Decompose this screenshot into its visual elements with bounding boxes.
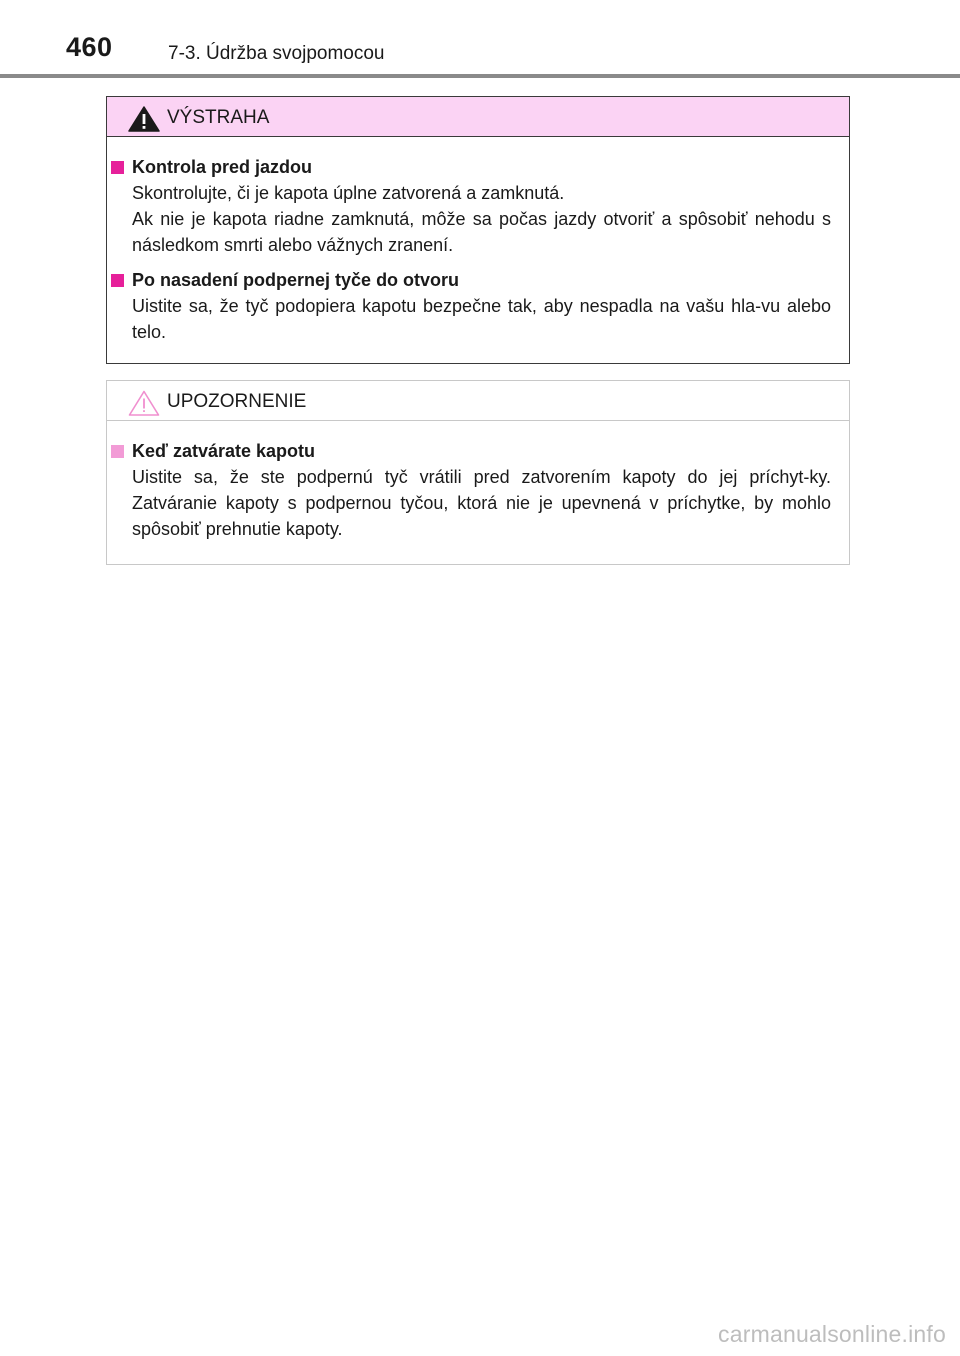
section-title: 7-3. Údržba svojpomocou	[168, 43, 385, 64]
warning-item-heading	[111, 154, 831, 180]
caution-item	[111, 438, 831, 542]
warning-item-paragraph: Skontrolujte, či je kapota úplne zatvorená a zamknutá.	[132, 183, 565, 203]
square-bullet-icon	[111, 445, 124, 458]
warning-item-heading-text: Kontrola pred jazdou	[132, 157, 312, 177]
page-number: 460	[66, 32, 113, 62]
warning-item	[111, 154, 831, 258]
watermark-text: carmanualsonline.info	[718, 1321, 946, 1347]
caution-item-text	[132, 464, 831, 542]
caution-item-paragraph: Uistite sa, že ste podpernú tyč vrátili pred zatvorením kapoty do jej príchyt-ky. Zatváranie kapoty s podpernou tyčou, ktorá nie je upevnená v príchytke, by mohlo spôsobiť prehnutie kapoty.	[132, 467, 831, 539]
warning-item-paragraph: Uistite sa, že tyč podopiera kapotu bezpečne tak, aby nespadla na vašu hla-vu alebo telo.	[132, 296, 831, 342]
caution-box-body	[107, 421, 849, 542]
warning-item-text	[132, 180, 831, 258]
warning-item	[111, 267, 831, 345]
caution-box	[106, 380, 850, 565]
warning-item-heading	[111, 267, 831, 293]
header-rule	[0, 74, 960, 78]
caution-box-header	[107, 381, 849, 421]
warning-label: VÝSTRAHA	[167, 107, 270, 128]
warning-item-paragraph: Ak nie je kapota riadne zamknutá, môže sa počas jazdy otvoriť a spôsobiť nehodu s následkom smrti alebo vážnych zranení.	[132, 209, 831, 255]
caution-item-heading	[111, 438, 831, 464]
warning-item-text	[132, 293, 831, 345]
warning-box	[106, 96, 850, 364]
warning-triangle-outline-icon	[127, 389, 161, 417]
square-bullet-icon	[111, 161, 124, 174]
warning-triangle-filled-icon	[127, 105, 161, 133]
page-header	[0, 0, 960, 78]
warning-box-header	[107, 97, 849, 137]
warning-box-body	[107, 137, 849, 345]
caution-item-heading-text: Keď zatvárate kapotu	[132, 441, 315, 461]
square-bullet-icon	[111, 274, 124, 287]
caution-label: UPOZORNENIE	[167, 391, 307, 412]
warning-item-heading-text: Po nasadení podpernej tyče do otvoru	[132, 270, 460, 290]
